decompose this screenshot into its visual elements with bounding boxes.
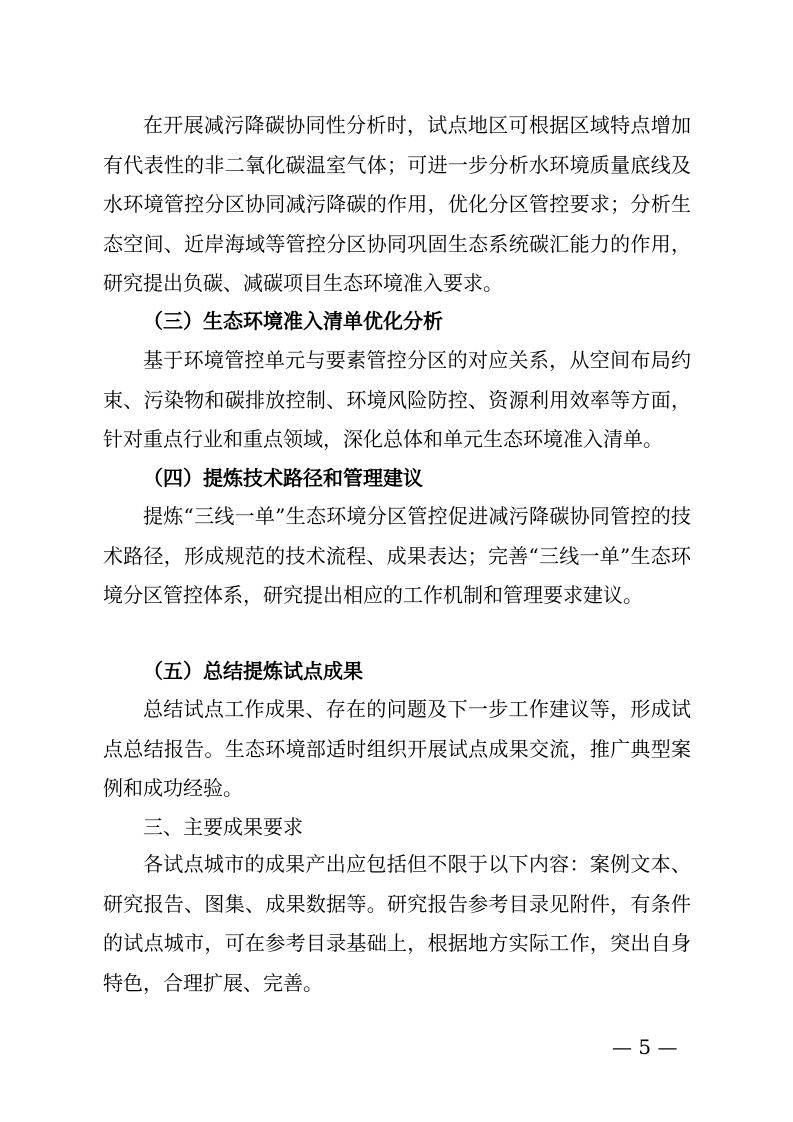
heading-section-3: （三）生态环境准入清单优化分析: [143, 309, 443, 333]
paragraph-3: 提炼“三线一单”生态环境分区管控促进减污降碳协同管控的技术路径，形成规范的技术流程、成果表达；完善“三线一单”生态环境分区管控体系，研究提出相应的工作机制和管理要求建议。: [103, 504, 691, 607]
heading-section-5: （五）总结提炼试点成果: [143, 659, 363, 683]
paragraph-4: 总结试点工作成果、存在的问题及下一步工作建议等，形成试点总结报告。生态环境部适时组织开展试点成果交流，推广典型案例和成功经验。: [103, 697, 691, 800]
paragraph-5: 各试点城市的成果产出应包括但不限于以下内容：案例文本、研究报告、图集、成果数据等。研究报告参考目录见附件，有条件的试点城市，可在参考目录基础上，根据地方实际工作，突出自身特色，合理扩展、完善。: [103, 852, 691, 995]
page-number: — 5 —: [612, 1035, 678, 1059]
heading-main-3: 三、主要成果要求: [143, 815, 303, 839]
paragraph-2: 基于环境管控单元与要素管控分区的对应关系，从空间布局约束、污染物和碳排放控制、环境风险防控、资源利用效率等方面，针对重点行业和重点领域，深化总体和单元生态环境准入清单。: [103, 348, 691, 451]
paragraph-1: 在开展减污降碳协同性分析时，试点地区可根据区域特点增加有代表性的非二氧化碳温室气体；可进一步分析水环境质量底线及水环境管控分区协同减污降碳的作用，优化分区管控要求；分析生态空间、近岸海域等管控分区协同巩固生态系统碳汇能力的作用，研究提出负碳、减碳项目生态环境准入要求。: [103, 113, 691, 295]
heading-section-4: （四）提炼技术路径和管理建议: [143, 466, 423, 490]
